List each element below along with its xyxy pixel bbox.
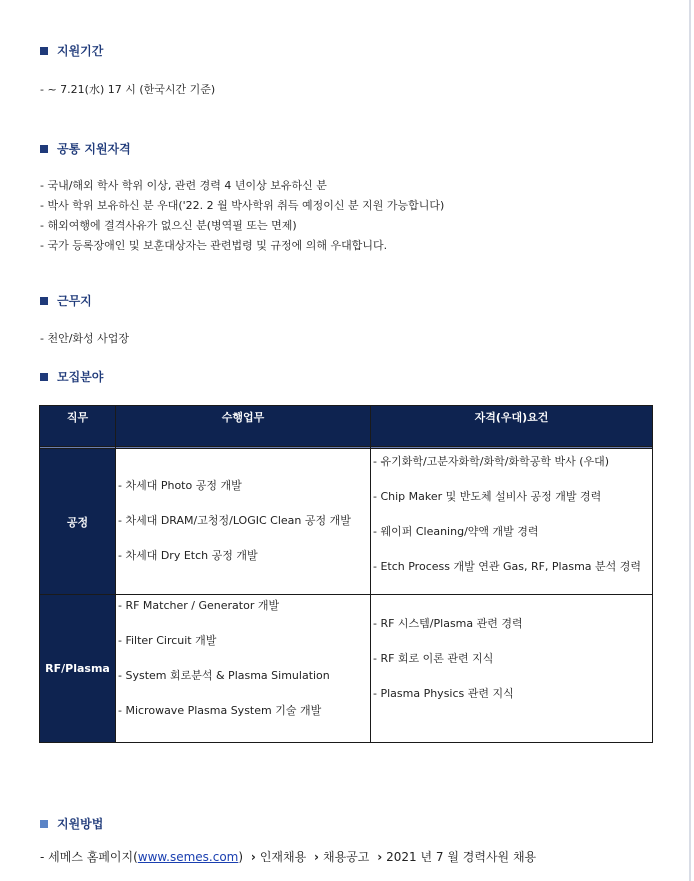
duty-item: - RF Matcher / Generator 개발 [118, 599, 280, 612]
section-heading-period [40, 42, 103, 59]
requirement-item: - 유기화학/고분자화학/화학/화학공학 박사 (우대) [373, 455, 610, 468]
job-cell: RF/Plasma [40, 595, 116, 743]
job-cell: 공정 [40, 449, 116, 595]
location-heading: 근무지 [57, 294, 92, 308]
page-right-border [689, 0, 691, 881]
chevron-right-icon: › [314, 850, 319, 864]
recruit-table [39, 405, 653, 743]
duty-item: - 차세대 DRAM/고청정/LOGIC Clean 공정 개발 [118, 514, 351, 527]
section-heading-fields [40, 368, 103, 385]
qualification-line: - 박사 학위 보유하신 분 우대('22. 2 월 박사학위 취득 예정이신 분 지원 가능합니다) [40, 199, 445, 212]
fields-heading: 모집분야 [57, 370, 104, 384]
duty-item: - 차세대 Dry Etch 공정 개발 [118, 549, 258, 562]
requirement-item: - Chip Maker 및 반도체 설비사 공정 개발 경력 [373, 490, 602, 503]
breadcrumb-item: 2021 년 7 월 경력사원 채용 [386, 850, 537, 864]
period-heading: 지원기간 [57, 44, 104, 58]
header-requirements: 자격(우대)요건 [371, 406, 653, 447]
table-header-row [40, 406, 653, 447]
duties-cell [116, 595, 371, 743]
homepage-link[interactable]: www.semes.com [137, 850, 239, 864]
apply-path [40, 848, 536, 865]
table-row [40, 595, 653, 743]
requirement-item: - Etch Process 개발 연관 Gas, RF, Plasma 분석 경력 [373, 560, 642, 573]
location-text: - 천안/화성 사업장 [40, 332, 130, 345]
breadcrumb-item: 인재채용 [259, 850, 307, 864]
duties-cell [116, 449, 371, 595]
requirement-item: - RF 시스템/Plasma 관련 경력 [373, 617, 523, 630]
square-bullet-icon [40, 373, 48, 381]
period-text: - ~ 7.21(水) 17 시 (한국시간 기준) [40, 83, 216, 96]
duty-item: - System 회로분석 & Plasma Simulation [118, 669, 330, 682]
square-bullet-icon [40, 145, 48, 153]
apply-suffix: ) [238, 850, 244, 864]
header-duties: 수행업무 [116, 406, 371, 447]
breadcrumb-item: 채용공고 [322, 850, 370, 864]
section-heading-apply [40, 815, 103, 832]
requirement-item: - 웨이퍼 Cleaning/약액 개발 경력 [373, 525, 539, 538]
qualification-line: - 국내/해외 학사 학위 이상, 관련 경력 4 년이상 보유하신 분 [40, 179, 327, 192]
chevron-right-icon: › [377, 850, 383, 864]
square-bullet-icon [40, 297, 48, 305]
section-heading-location [40, 292, 92, 309]
qualification-list [40, 176, 444, 256]
square-bullet-icon [40, 47, 48, 55]
table-row [40, 449, 653, 595]
square-bullet-icon [40, 820, 48, 828]
section-heading-qualification [40, 140, 131, 157]
duty-item: - 차세대 Photo 공정 개발 [118, 479, 242, 492]
chevron-right-icon: › [250, 850, 256, 864]
qualification-line: - 해외여행에 결격사유가 없으신 분(병역필 또는 면제) [40, 219, 297, 232]
duty-item: - Microwave Plasma System 기술 개발 [118, 704, 322, 717]
header-job: 직무 [40, 406, 116, 447]
requirement-item: - RF 회로 이론 관련 지식 [373, 652, 494, 665]
qualification-line: - 국가 등록장애인 및 보훈대상자는 관련법령 및 규정에 의해 우대합니다. [40, 239, 388, 252]
apply-prefix: - 세메스 홈페이지( [40, 850, 138, 864]
apply-heading: 지원방법 [57, 817, 104, 831]
duty-item: - Filter Circuit 개발 [118, 634, 217, 647]
requirements-cell [371, 449, 653, 595]
requirement-item: - Plasma Physics 관련 지식 [373, 687, 514, 700]
requirements-cell [371, 595, 653, 743]
qualification-heading: 공통 지원자격 [57, 142, 131, 156]
